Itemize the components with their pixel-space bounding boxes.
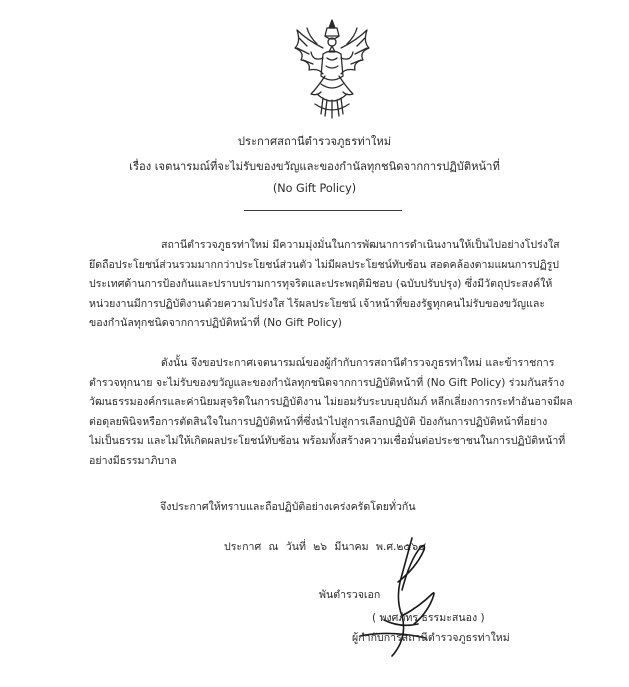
announcement-date: ประกาศ ณ วันที่ ๒๖ มีนาคม พ.ศ.๒๕๖๔ — [224, 541, 427, 553]
signatory-name: ( พงศภัทร ธรรมะสนอง ) — [372, 612, 485, 624]
paragraph-intro — [89, 236, 581, 334]
paragraph-line: อย่างมีธรรมาภิบาล — [89, 454, 177, 467]
announcement-title: ประกาศสถานีตำรวจภูธรท่าใหม่ — [237, 135, 392, 148]
garuda-emblem-icon — [287, 18, 377, 120]
announcement-subtitle: (No Gift Policy) — [272, 182, 357, 195]
paragraph-line: ต่อดุลยพินิจหรือการตัดสินใจในการปฏิบัติหน้าที่ซึ่งนำไปสู่การเลือกปฏิบัติ ป้องกันการปฏิบัติหน้าที่อย่าง — [89, 415, 548, 428]
paragraph-line: ตำรวจทุกนาย จะไม่รับของขวัญและของกำนัลทุกชนิดจากการปฏิบัติหน้าที่ (No Gift Policy) ร่วมกันสร้าง — [89, 376, 565, 389]
paragraph-line: ของกำนัลทุกชนิดจากการปฏิบัติหน้าที่ (No Gift Policy) — [89, 317, 342, 329]
signatory-position: ผู้กำกับการสถานีตำรวจภูธรท่าใหม่ — [352, 632, 510, 644]
paragraph-line: ประเทศด้านการป้องกันและปราบปรามการทุจริตและประพฤติมิชอบ (ฉบับปรับปรุง) ซึ่งมีวัตถุประสงค์ให้ — [89, 278, 553, 290]
closing-statement: จึงประกาศให้ทราบและถือปฏิบัติอย่างเคร่งครัดโดยทั่วกัน — [160, 501, 416, 513]
announcement-subject: เรื่อง เจตนารมณ์ที่จะไม่รับของขวัญและของกำนัลทุกชนิดจากการปฏิบัติหน้าที่ — [129, 160, 500, 173]
paragraph-line: ดังนั้น จึงขอประกาศเจตนารมณ์ของผู้กำกับการสถานีตำรวจภูธรท่าใหม่ และข้าราชการ — [161, 357, 555, 369]
title-divider — [244, 210, 402, 211]
paragraph-line: ยึดถือประโยชน์ส่วนรวมมากกว่าประโยชน์ส่วนตัว ไม่มีผลประโยชน์ทับซ้อน สอดคล้องตามแผนการปฏิรูป — [89, 258, 560, 271]
paragraph-declaration — [89, 354, 581, 471]
paragraph-line: หน่วยงานมีการปฏิบัติงานด้วยความโปร่งใส ไร้ผลประโยชน์ เจ้าหน้าที่ของรัฐทุกคนไม่รับของขวัญและ — [89, 297, 546, 310]
paragraph-line: วัฒนธรรมองค์กรและค่านิยมสุจริตในการปฏิบัติงาน ไม่ยอมรับระบบอุปถัมภ์ หลีกเลี่ยงการกระทำอันอาจมีผล — [89, 396, 573, 408]
paragraph-line: สถานีตำรวจภูธรท่าใหม่ มีความมุ่งมั่นในการพัฒนาการดำเนินงานให้เป็นไปอย่างโปร่งใส — [161, 239, 560, 251]
paragraph-line: ไม่เป็นธรรม และไม่ให้เกิดผลประโยชน์ทับซ้อน พร้อมทั้งสร้างความเชื่อมั่นต่อประชาชนในการปฏิบัติหน้าที่ — [89, 435, 566, 447]
signatory-rank: พันตำรวจเอก — [319, 589, 381, 601]
